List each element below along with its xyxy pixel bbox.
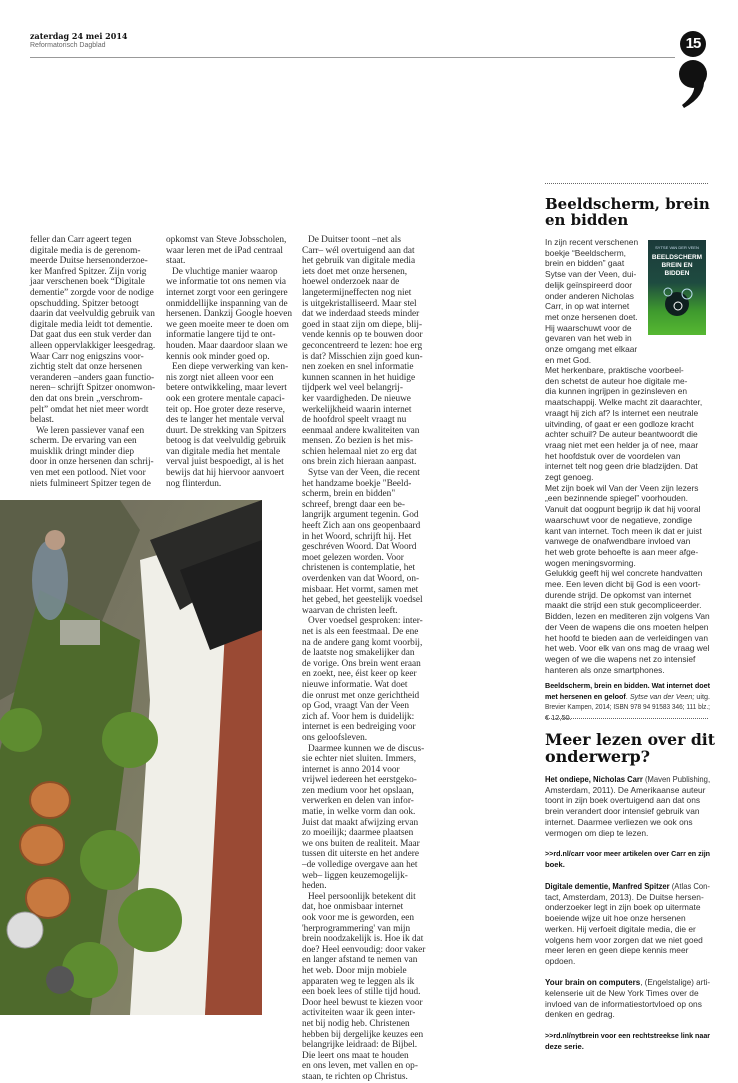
- article-line: verwerken en delen van infor-: [302, 796, 414, 807]
- article-line: ker Manfred Spitzer. Zijn vorig: [30, 266, 147, 277]
- article-line: De vluchtige manier waarop: [172, 266, 278, 277]
- reading-text: werken. Hij verfoeit digitale media, die er: [545, 923, 696, 934]
- article-line: van digitale media het mentale: [166, 446, 281, 457]
- article-line: zich af. Voor hem is duidelijk:: [302, 711, 415, 722]
- cover-title: BEELDSCHERM BREIN EN BIDDEN: [651, 254, 703, 277]
- article-line: het gebruik van digitale media: [302, 256, 416, 267]
- article-line: Heel persoonlijk betekent dit: [308, 891, 416, 902]
- reading-link: >>rd.nl/nytbrein voor een rechtstreekse link naar: [545, 1030, 711, 1040]
- article-line: belast.: [30, 415, 55, 426]
- article-line: We leren passiever vanaf een: [36, 425, 145, 436]
- review-line: Carr, in op wat internet: [545, 301, 630, 312]
- article-line: en ons leven, met vallen en op-: [302, 1061, 418, 1072]
- article-line: matie, in welke vorm dan ook.: [302, 807, 416, 818]
- reading-item: [545, 774, 710, 838]
- article-line: verval juist bespoedigt, al is het: [166, 457, 284, 468]
- article-line: onmiddellijke inspanning van de: [166, 298, 288, 309]
- article-line: ook voor me is geworden, een: [302, 913, 415, 923]
- credits-text: Brevier Kampen, 2014; ISBN 978 94 91583 346; 111 blz.;: [545, 702, 710, 711]
- credits-price: € 12,50.: [545, 712, 572, 722]
- article-line: pelt” omdat het niet meer wordt: [30, 404, 149, 415]
- credits-title: met hersenen en geloof: [545, 691, 626, 701]
- reading-text: kelenserie uit de New York Times over de: [545, 988, 699, 999]
- article-line: geschréven Woord. Dat Woord: [302, 542, 417, 553]
- reading-text: brein verandert door intensief gebruik van: [545, 806, 700, 817]
- article-line: werkelijkheid waarin internet: [302, 404, 412, 415]
- article-line: en zoekt, nee, éist keer op keer: [302, 669, 417, 680]
- reading-item: [545, 977, 710, 1020]
- article-line: zo moeilijk; daarmee plaatsen: [302, 828, 414, 839]
- more-reading-list: [545, 774, 710, 1063]
- article-line: ook een grotere mentale capaci-: [166, 393, 285, 404]
- article-line: kennis ook minder goed op.: [166, 351, 270, 362]
- article-line: mensen. Zo bezien is het mis-: [302, 436, 414, 447]
- reading-link: deze serie.: [545, 1041, 584, 1051]
- reading-text: Amsterdam, 2011). De Amerikaanse auteur: [545, 784, 706, 795]
- review-line: Vanuit dat oogpunt begrijp ik dat hij vooral: [545, 504, 701, 515]
- article-line: waar leren met de iPad centraal: [166, 245, 283, 256]
- review-line: „een bezinnende spiegel” voorhouden.: [545, 493, 688, 504]
- article-line: digitale media is de gerenom-: [30, 245, 141, 256]
- article-line: Dat gaat dus een stuk verder dan: [30, 330, 152, 341]
- article-line: De Duitser toont –net als: [308, 235, 401, 245]
- article-line: hersenen. Dankzij Google hoeven: [166, 309, 292, 320]
- review-line: der Veen de wapens die ons moeten helpen: [545, 621, 709, 632]
- article-line: feller dan Carr ageert tegen: [30, 235, 132, 245]
- more-reading-title: [545, 731, 719, 765]
- article-line: we geen moeite meer te doen om: [166, 319, 289, 330]
- review-line: vraagt hij zich af? Is internet een neutrale: [545, 407, 699, 418]
- credits-title: Beeldscherm, brein en bidden. Wat internet doet: [545, 681, 710, 690]
- article-line: den dat ons brein „verschrom-: [30, 393, 143, 404]
- article-line: de laatste nog smakelijker dan: [302, 648, 415, 659]
- article-line: dat we inderdaad steeds minder: [302, 309, 420, 320]
- reading-title: Your brain on computers: [545, 977, 641, 988]
- article-line: schreef, brengt daar een be-: [302, 499, 405, 510]
- article-line: nen zoeken en snel informatie: [302, 362, 414, 373]
- article-line: 'herprogrammering' van mijn: [302, 923, 411, 934]
- article-line: duurt. De strekking van Spitzers: [166, 425, 287, 436]
- article-line: in het Woord, schrijft hij. Het: [302, 531, 412, 542]
- book-credits: Beeldscherm, brein en bidden. Wat internet doet met hersenen en geloof. Sytse van der Veen; uitg. Brevier Kampen, 2014; ISBN 978 94 91583 346; 111 blz.; € 12,50.: [545, 681, 711, 722]
- article-line: activiteiten waar ik geen inter-: [302, 1008, 416, 1019]
- article-line: staat.: [166, 256, 186, 267]
- cover-author: SYTSE VAN DER VEEN: [655, 245, 699, 250]
- article-line: muisklik dringt minder diep: [30, 446, 135, 457]
- book-cover-image: [648, 240, 706, 335]
- review-line: mee. Een leven dicht bij God is een voort-: [545, 579, 701, 590]
- article-line: Die leert ons maat te houden: [302, 1050, 409, 1061]
- article-line: is dat? Misschien zijn goed kun-: [302, 351, 423, 362]
- reading-title: Digitale dementie, Manfred Spitzer: [545, 881, 670, 891]
- head-gears-icon: [660, 284, 694, 324]
- review-line: wogen meningsvorming.: [545, 557, 636, 568]
- dotted-divider: [545, 183, 708, 184]
- review-line: Met herkenbare, praktische voorbeel-: [545, 365, 684, 375]
- review-line: gevaren van het web in: [545, 333, 632, 344]
- article-line: brein noodzakelijk is. Hoe ik dat: [302, 934, 424, 945]
- reading-text: toont in zijn boek overtuigend aan dat ons: [545, 795, 701, 806]
- article-line: dat, hoe onmisbaar internet: [302, 902, 404, 913]
- article-line: Waar Carr nog enigszins voor-: [30, 351, 144, 362]
- article-line: veranderen –anders gaan functio-: [30, 372, 155, 383]
- article-line: digitale media leidt tot dementie.: [30, 319, 153, 330]
- article-line: betoog is dat veelvuldig gebruik: [166, 436, 286, 447]
- article-line: Door heel bewust te kiezen voor: [302, 997, 423, 1008]
- article-line: vende kennis op te bouwen door: [302, 330, 423, 341]
- review-line: waarschuwt voor de negatieve, zondige: [545, 514, 693, 525]
- article-line: ker vaardigheden. De nieuwe: [302, 393, 411, 404]
- article-line: alleen oppervlakkiger leesgedrag.: [30, 340, 156, 351]
- reading-text: , (Engelstalige) arti-: [640, 977, 711, 988]
- article-line: hoewel onderzoek naar de: [302, 277, 400, 288]
- review-line: delijk geïnspireerd door: [545, 279, 633, 290]
- review-line: maakt die strijd een stuk gecompliceerder.: [545, 600, 702, 611]
- article-line: bewijs dat hij hiervoor aanvoert: [166, 468, 285, 479]
- article-column-2: [166, 235, 296, 489]
- article-line: ven met een potlood. Niet voor: [30, 468, 146, 479]
- header-rule: [30, 57, 675, 58]
- article-line: en langer afstand te nemen van: [302, 955, 418, 966]
- article-line: heden.: [302, 881, 327, 892]
- article-line: apparaten weg te leggen als ik: [302, 976, 415, 987]
- reading-text: meer leren en geen diepe kennis meer: [545, 945, 689, 956]
- article-photo: [0, 500, 262, 1015]
- review-line: dia kunnen ingrijpen in gezinsleven en: [545, 386, 688, 397]
- article-line: we ons buiten de realiteit. Maar: [302, 838, 420, 849]
- review-line: Bidden, lezen en mediteren zijn volgens Van: [545, 611, 710, 622]
- article-line: scherm. De ervaring van een: [30, 436, 137, 447]
- article-line: nis zorgt niet alleen voor een: [166, 372, 274, 383]
- article-line: Carr– wél overtuigend aan dat: [302, 245, 415, 256]
- article-line: staan, te richten op Christus.: [302, 1071, 408, 1082]
- reading-item: [545, 881, 710, 967]
- article-line: scherm, brein en bidden": [302, 489, 396, 500]
- review-line: den schetst de auteur hoe digitale me-: [545, 375, 688, 386]
- article-line: hebben bij dergelijke keuzes een: [302, 1029, 424, 1040]
- reading-link: >>rd.nl/carr voor meer artikelen over Carr en zijn: [545, 848, 711, 858]
- article-line: internet is een bedreiging voor: [302, 722, 416, 733]
- review-line: brein en bidden” gaat: [545, 258, 625, 269]
- article-line: na de andere gang komt voorbij,: [302, 637, 423, 648]
- article-line: internet zorgt voor een geringere: [166, 287, 288, 298]
- review-line: met onze hersenen doet.: [545, 311, 638, 322]
- article-line: die onrust met onze gerichtheid: [302, 690, 420, 701]
- reading-text: vermogen om diep te lezen.: [545, 827, 649, 838]
- article-line: zen medium voor het opslaan,: [302, 785, 414, 796]
- review-title: [545, 196, 710, 228]
- article-line: houden. Maar daardoor slaan we: [166, 340, 288, 351]
- article-line: net is als een feestmaal. De ene: [302, 626, 419, 637]
- review-line: hanteren als onze smartphones.: [545, 664, 665, 675]
- article-line: zichtig stelt dat onze hersenen: [30, 362, 143, 373]
- article-line: web– liggen keuzemogelijk-: [302, 870, 408, 881]
- article-line: opkomst van Steve Jobsscholen,: [166, 235, 287, 245]
- page-number-badge: 15: [680, 31, 706, 57]
- reading-text: denken en gedrag.: [545, 1009, 615, 1020]
- article-line: Sytse van der Veen, die recent: [308, 468, 420, 479]
- article-line: we informatie tot ons nemen via: [166, 277, 287, 288]
- review-line: zegt genoeg.: [545, 472, 594, 483]
- more-title-line: onderwerp?: [545, 747, 651, 766]
- article-line: jaar verschenen boek “Digitale: [30, 277, 145, 288]
- review-line: Hij waarschuwt voor de: [545, 322, 632, 333]
- article-line: dementie” zorgde voor de nodige: [30, 287, 154, 298]
- article-line: niets fulmineert Spitzer tegen de: [30, 478, 151, 489]
- article-line: teit op. Hoe groter deze reserve,: [166, 404, 285, 415]
- article-column-1: [30, 235, 160, 489]
- article-line: ons geloofsleven.: [302, 732, 368, 743]
- review-line: Sytse van der Veen, dui-: [545, 269, 637, 280]
- article-line: tussen dit uiterste en het andere: [302, 849, 419, 860]
- article-line: het web. Door mijn mobiele: [302, 965, 407, 976]
- article-line: vrijwel iedereen het eerstgeko-: [302, 775, 417, 786]
- review-line: kant van internet. Toch meen ik dat er juist: [545, 525, 702, 536]
- article-line: kunnen scannen in het huidige: [302, 372, 416, 383]
- review-line: het web. Voor elk van ons mag de vraag wel: [545, 643, 710, 654]
- article-line: is uitgekristalliseerd. Maar stel: [302, 298, 417, 309]
- review-line: het hoofdstuk over de voordelen van: [545, 450, 681, 461]
- article-line: Daarmee kunnen we de discus-: [308, 743, 425, 754]
- review-line: durende strijd. De opkomst van internet: [545, 589, 692, 600]
- review-line: het web grote behoefte is aan meer afge-: [545, 546, 699, 557]
- reading-text: internet. Daarmee verliezen we ook ons: [545, 816, 693, 827]
- reading-item: [545, 849, 710, 870]
- reading-text: tact, Amsterdam, 2013). De Duitse hersen-: [545, 891, 704, 902]
- article-line: daarin dat veelvuldig gebruik van: [30, 309, 155, 320]
- review-line: wegen of we die wapens net zo intensief: [545, 653, 696, 664]
- reading-text: onderzoeker legt in zijn boek op uitermate: [545, 902, 701, 913]
- article-line: net bij nodig heb. Christenen: [302, 1018, 410, 1029]
- article-line: een boek lees of stille tijd houd.: [302, 987, 421, 998]
- review-line: uitvinding, of gaat er een godloze kracht: [545, 418, 694, 429]
- article-line: opschudding. Spitzer betoogt: [30, 298, 139, 309]
- review-line: vanwege de onafwendbare invloed van: [545, 536, 691, 547]
- reading-link: boek.: [545, 859, 565, 869]
- reading-item: [545, 1031, 710, 1052]
- article-line: overdenken van dat Woord, on-: [302, 574, 420, 584]
- credits-author: Sytse van der Veen;: [627, 691, 695, 701]
- review-line: het hoofd te bieden aan de verleidingen van: [545, 632, 708, 643]
- article-line: de vorige. Ons brein went eraan: [302, 658, 421, 669]
- article-line: iets doet met onze hersenen,: [302, 266, 408, 277]
- review-line: Met zijn boek wil Van der Veen zijn lezers: [545, 482, 699, 493]
- article-line: betere ontwikkeling, maar levert: [166, 383, 287, 394]
- review-intro: [545, 237, 643, 365]
- reading-title: Het ondiepe, Nicholas Carr: [545, 774, 643, 784]
- review-title-line: en bidden: [545, 211, 629, 229]
- review-title-line: Beeldscherm, brein: [545, 195, 710, 213]
- reading-text: (Maven Publishing,: [642, 774, 711, 784]
- article-line: sie echter niet sluiten. Immers,: [302, 754, 417, 765]
- article-line: belangrijke leidraad: de Bijbel.: [302, 1040, 418, 1051]
- review-line: In zijn recent verschenen: [545, 237, 639, 247]
- article-line: internet is anno 2014 voor: [302, 764, 400, 775]
- review-line: Gelukkig geeft hij wel concrete handvatten: [545, 568, 703, 579]
- article-line: Over voedsel gesproken: inter-: [308, 616, 423, 627]
- article-line: Juist dat maakt afwijzing ervan: [302, 817, 419, 828]
- article-line: Een diepe verwerking van ken-: [172, 362, 289, 373]
- article-line: de hoofdrol speelt vraagt nu: [302, 415, 407, 426]
- article-line: heeft Zich aan ons geopenbaard: [302, 521, 421, 532]
- reading-text: volgens hem voor zorgen dat we niet goed: [545, 934, 703, 945]
- article-line: moet gelezen worden. Voor: [302, 552, 404, 563]
- review-line: achter schuil? De auteur beantwoordt die: [545, 429, 698, 440]
- article-line: doe? Heel eenvoudig: door vaker: [302, 944, 426, 955]
- article-line: geconcentreerd te lezen: hoe erg: [302, 340, 423, 351]
- review-line: onder anderen Nicholas: [545, 290, 634, 301]
- article-line: meerde Duitse hersenonderzoe-: [30, 256, 148, 267]
- newspaper-name: Reformatorisch Dagblad: [30, 42, 106, 49]
- article-line: op God, vraagt Van der Veen: [302, 701, 410, 712]
- review-line: onze omgang met elkaar: [545, 344, 638, 355]
- credits-text: uitg.: [694, 691, 711, 701]
- article-line: tijdperk wel veel belangrij-: [302, 383, 403, 394]
- reading-text: invloed van de informatiestortvloed op ons: [545, 998, 702, 1009]
- article-line: door in onze hersenen dan schrij-: [30, 457, 154, 468]
- article-line: christenen is contemplatie, het: [302, 563, 416, 574]
- article-line: neren– schrijft Spitzer onomwon-: [30, 383, 156, 394]
- article-line: langrijk argument tegenin. God: [302, 510, 419, 521]
- article-line: het gebed, het geestelijk voedsel: [302, 595, 423, 606]
- review-line: en met God.: [545, 354, 592, 365]
- article-line: goed in staat zijn om diepe, blij-: [302, 319, 423, 330]
- article-line: –de volledige overgave aan het: [302, 860, 418, 871]
- article-line: eenmaal andere kwaliteiten van: [302, 425, 420, 436]
- review-line: boekje “Beeldscherm,: [545, 247, 626, 258]
- more-title-line: Meer lezen over dit: [545, 730, 715, 749]
- review-line: maatschappij. Welke macht zit daarachter,: [545, 397, 703, 408]
- review-body: [545, 365, 710, 675]
- issue-date: zaterdag 24 mei 2014: [30, 31, 128, 41]
- article-line: informatie langere tijd te ont-: [166, 330, 276, 341]
- article-line: nieuwe informatie. Wat doet: [302, 679, 408, 690]
- article-line: des te langer het mentale verval: [166, 415, 284, 426]
- article-line: waarvan de christen leeft.: [302, 605, 398, 616]
- comma-logo-icon: [676, 58, 710, 108]
- reading-text: (Atlas Con-: [669, 881, 710, 891]
- article-line: het handzame boekje "Beeld-: [302, 478, 412, 489]
- article-column-3: [302, 235, 432, 1083]
- dotted-divider: [545, 718, 708, 719]
- article-line: misbaar. Het vormt, samen met: [302, 584, 419, 595]
- article-line: langetermijneffecten nog niet: [302, 287, 412, 298]
- review-line: vraag niet met een helder ja of nee, maar: [545, 439, 699, 450]
- article-line: nog flinterdun.: [166, 478, 222, 489]
- article-line: schien helemaal niet zo erg dat: [302, 446, 417, 457]
- review-line: internet telt nog geen drie bladzijden. Dat: [545, 461, 698, 472]
- reading-text: opdoen.: [545, 955, 576, 966]
- reading-text: boeiende wijze uit hoe onze hersenen: [545, 913, 686, 924]
- article-line: ons brein zich hieraan aanpast.: [302, 457, 417, 468]
